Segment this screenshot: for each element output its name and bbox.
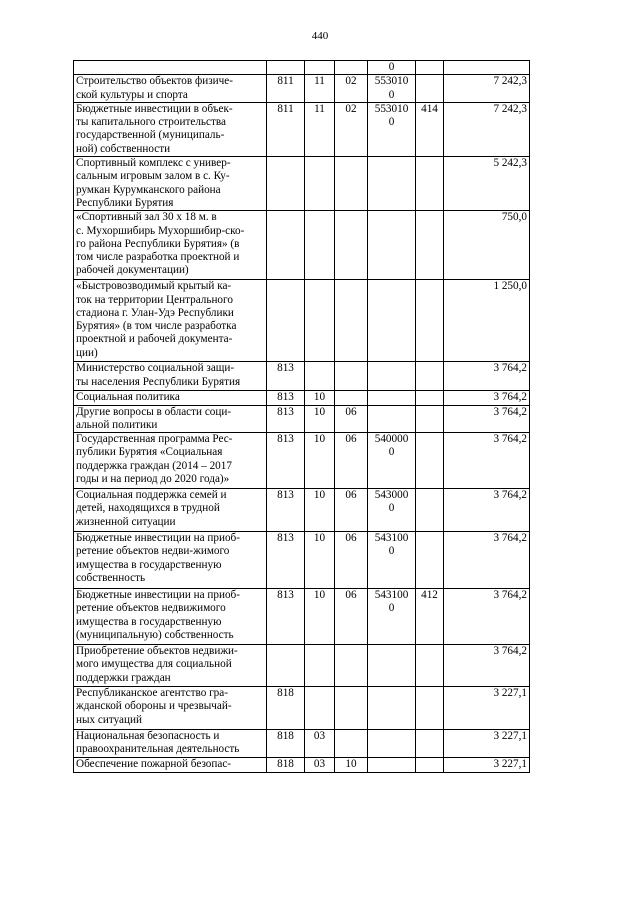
row-target-article-code-cell xyxy=(368,75,416,103)
row-amount-cell xyxy=(444,489,530,532)
row-amount-cell xyxy=(444,157,530,211)
row-subsection-code: 06 xyxy=(345,589,357,602)
row-ministry-code-cell xyxy=(267,645,305,687)
row-expense-type-code-cell xyxy=(416,433,444,489)
row-ministry-code: 813 xyxy=(277,532,294,545)
row-subsection-code-cell xyxy=(335,280,368,362)
row-amount: 3 764,2 xyxy=(493,645,527,658)
row-subsection-code-cell xyxy=(335,61,368,75)
row-ministry-code: 811 xyxy=(277,75,294,88)
row-subsection-code-cell xyxy=(335,102,368,156)
table-row xyxy=(74,532,530,589)
row-amount-cell xyxy=(444,532,530,589)
row-name: Национальная безопасность и правоохранительная деятельность xyxy=(76,730,240,756)
budget-table xyxy=(73,60,530,773)
row-target-article-code-cell xyxy=(368,589,416,645)
table-row xyxy=(74,589,530,645)
row-ministry-code-cell xyxy=(267,758,305,773)
row-section-code-cell xyxy=(305,362,335,391)
table-row xyxy=(74,362,530,391)
row-ministry-code-cell xyxy=(267,102,305,156)
table-row xyxy=(74,433,530,489)
row-ministry-code-cell xyxy=(267,730,305,758)
row-expense-type-code-cell xyxy=(416,102,444,156)
row-name-cell xyxy=(74,391,267,405)
row-target-article-code-cell xyxy=(368,102,416,156)
row-ministry-code-cell xyxy=(267,489,305,532)
row-ministry-code: 811 xyxy=(277,102,294,115)
row-target-article-code-cell xyxy=(368,211,416,280)
row-name: Республиканское агентство гра- жданской обороны и чрезвычай- ных ситуаций xyxy=(76,687,232,726)
row-amount: 7 242,3 xyxy=(493,75,527,88)
row-section-code-cell xyxy=(305,589,335,645)
row-target-article-code: 543100 0 xyxy=(374,532,409,558)
row-expense-type-code-cell xyxy=(416,280,444,362)
row-name: Обеспечение пожарной безопас- xyxy=(76,758,232,771)
row-subsection-code-cell xyxy=(335,391,368,405)
row-section-code-cell xyxy=(305,687,335,730)
row-name: Государственная программа Рес- публики Бурятия «Социальная поддержка граждан (2014 – 2017 годы и на период до 2020 года)» xyxy=(76,433,233,486)
row-subsection-code-cell xyxy=(335,433,368,489)
row-ministry-code: 818 xyxy=(277,687,294,700)
row-name: Министерство социальной защи- ты населения Республики Бурятия xyxy=(76,362,241,388)
row-name: Бюджетные инвестиции в объек- ты капитального строительства государственной (муниципаль- ной) собственности xyxy=(76,102,233,155)
row-name-cell xyxy=(74,362,267,391)
row-ministry-code-cell xyxy=(267,75,305,103)
row-section-code: 10 xyxy=(313,433,326,446)
row-subsection-code-cell xyxy=(335,589,368,645)
row-name-cell xyxy=(74,211,267,280)
row-target-article-code-cell xyxy=(368,157,416,211)
row-name: «Спортивный зал 30 х 18 м. в с. Мухоршибирь Мухоршибир-ско- го района Республики Бурятия» (в том числе разработка проектной и рабочей документации) xyxy=(76,211,245,277)
row-ministry-code-cell xyxy=(267,433,305,489)
row-ministry-code: 813 xyxy=(277,433,294,446)
row-subsection-code: 06 xyxy=(345,532,357,545)
row-target-article-code-cell xyxy=(368,758,416,773)
row-amount: 3 227,1 xyxy=(493,758,527,771)
row-ministry-code-cell xyxy=(267,532,305,589)
row-amount: 5 242,3 xyxy=(493,157,527,170)
row-target-article-code-cell xyxy=(368,433,416,489)
row-expense-type-code-cell xyxy=(416,758,444,773)
row-target-article-code: 543100 0 xyxy=(374,589,409,615)
table-row xyxy=(74,211,530,280)
row-amount: 3 764,2 xyxy=(493,362,527,375)
row-target-article-code-cell xyxy=(368,645,416,687)
row-expense-type-code-cell xyxy=(416,489,444,532)
table-row xyxy=(74,157,530,211)
row-section-code: 11 xyxy=(314,75,325,88)
row-amount: 3 764,2 xyxy=(493,433,527,446)
row-name: «Быстровозводимый крытый ка- ток на территории Центрального стадиона г. Улан-Удэ Республики Бурятия» (в том числе разработка проектной и рабочей документа- ции) xyxy=(76,280,237,359)
row-ministry-code-cell xyxy=(267,61,305,75)
row-name-cell xyxy=(74,589,267,645)
row-name-cell xyxy=(74,532,267,589)
row-name-cell xyxy=(74,433,267,489)
row-amount-cell xyxy=(444,645,530,687)
row-amount-cell xyxy=(444,362,530,391)
row-subsection-code: 02 xyxy=(345,102,357,115)
row-target-article-code-cell xyxy=(368,362,416,391)
row-ministry-code-cell xyxy=(267,280,305,362)
row-section-code: 03 xyxy=(313,730,326,743)
row-target-article-code: 543000 0 xyxy=(374,489,409,515)
table-row xyxy=(74,61,530,75)
row-expense-type-code-cell xyxy=(416,391,444,405)
row-target-article-code-cell xyxy=(368,391,416,405)
row-section-code-cell xyxy=(305,758,335,773)
table-row xyxy=(74,730,530,758)
row-section-code-cell xyxy=(305,433,335,489)
row-section-code: 10 xyxy=(313,489,326,502)
row-section-code-cell xyxy=(305,157,335,211)
row-name-cell xyxy=(74,75,267,103)
row-amount: 3 227,1 xyxy=(493,730,527,743)
row-subsection-code-cell xyxy=(335,75,368,103)
row-target-article-code-cell xyxy=(368,532,416,589)
row-amount-cell xyxy=(444,75,530,103)
page-number: 440 xyxy=(311,30,329,42)
row-amount: 1 250,0 xyxy=(493,280,527,293)
row-name-cell xyxy=(74,645,267,687)
row-section-code-cell xyxy=(305,75,335,103)
row-subsection-code: 06 xyxy=(345,489,357,502)
row-ministry-code-cell xyxy=(267,405,305,433)
row-subsection-code-cell xyxy=(335,532,368,589)
row-target-article-code: 0 xyxy=(388,61,395,73)
row-section-code-cell xyxy=(305,645,335,687)
row-ministry-code: 813 xyxy=(277,391,294,404)
row-expense-type-code: 412 xyxy=(421,589,438,602)
row-expense-type-code-cell xyxy=(416,157,444,211)
row-expense-type-code: 414 xyxy=(421,102,438,115)
row-amount-cell xyxy=(444,211,530,280)
row-ministry-code-cell xyxy=(267,362,305,391)
row-ministry-code-cell xyxy=(267,589,305,645)
row-subsection-code-cell xyxy=(335,211,368,280)
row-expense-type-code-cell xyxy=(416,687,444,730)
row-expense-type-code-cell xyxy=(416,61,444,75)
row-section-code: 10 xyxy=(313,391,326,404)
row-amount-cell xyxy=(444,61,530,75)
row-expense-type-code-cell xyxy=(416,405,444,433)
row-expense-type-code-cell xyxy=(416,730,444,758)
row-ministry-code: 818 xyxy=(277,730,294,743)
row-amount: 3 764,2 xyxy=(493,391,527,404)
row-section-code-cell xyxy=(305,211,335,280)
row-amount: 3 764,2 xyxy=(493,532,527,545)
row-section-code-cell xyxy=(305,280,335,362)
row-target-article-code-cell xyxy=(368,280,416,362)
row-name-cell xyxy=(74,730,267,758)
row-amount: 3 227,1 xyxy=(493,687,527,700)
row-expense-type-code-cell xyxy=(416,211,444,280)
row-amount-cell xyxy=(444,405,530,433)
row-ministry-code-cell xyxy=(267,211,305,280)
row-section-code-cell xyxy=(305,391,335,405)
row-subsection-code-cell xyxy=(335,758,368,773)
row-name: Бюджетные инвестиции на приоб- ретение объектов недвижимого имущества в государственную (муниципальную) собственность xyxy=(76,589,240,642)
row-amount-cell xyxy=(444,589,530,645)
row-section-code-cell xyxy=(305,405,335,433)
row-name: Социальная политика xyxy=(76,391,180,404)
row-target-article-code: 540000 0 xyxy=(374,433,409,459)
row-name-cell xyxy=(74,102,267,156)
row-amount: 7 242,3 xyxy=(493,102,527,115)
row-section-code: 10 xyxy=(313,405,326,418)
row-subsection-code: 06 xyxy=(345,405,357,418)
row-ministry-code: 818 xyxy=(277,758,294,771)
row-expense-type-code-cell xyxy=(416,532,444,589)
row-subsection-code-cell xyxy=(335,730,368,758)
row-amount: 750,0 xyxy=(501,211,527,224)
row-ministry-code-cell xyxy=(267,391,305,405)
row-name: Другие вопросы в области соци- альной политики xyxy=(76,405,232,431)
row-section-code-cell xyxy=(305,489,335,532)
table-row xyxy=(74,405,530,433)
row-amount: 3 764,2 xyxy=(493,405,527,418)
row-expense-type-code-cell xyxy=(416,362,444,391)
row-subsection-code: 02 xyxy=(345,75,357,88)
row-amount: 3 764,2 xyxy=(493,589,527,602)
row-amount-cell xyxy=(444,758,530,773)
row-target-article-code-cell xyxy=(368,730,416,758)
row-name-cell xyxy=(74,758,267,773)
row-expense-type-code-cell xyxy=(416,589,444,645)
row-name-cell xyxy=(74,687,267,730)
row-ministry-code: 813 xyxy=(277,405,294,418)
row-subsection-code-cell xyxy=(335,687,368,730)
row-name-cell xyxy=(74,157,267,211)
row-section-code-cell xyxy=(305,102,335,156)
row-section-code-cell xyxy=(305,532,335,589)
row-target-article-code-cell xyxy=(368,687,416,730)
row-section-code: 11 xyxy=(314,102,325,115)
row-ministry-code: 813 xyxy=(277,489,294,502)
row-ministry-code: 813 xyxy=(277,362,294,375)
row-ministry-code: 813 xyxy=(277,589,294,602)
row-subsection-code-cell xyxy=(335,405,368,433)
row-name-cell xyxy=(74,280,267,362)
row-amount-cell xyxy=(444,687,530,730)
row-name: Спортивный комплекс с универ- сальным игровым залом в с. Ку- румкан Курумканского района Республики Бурятия xyxy=(76,157,231,209)
table-body xyxy=(74,61,530,773)
row-target-article-code-cell xyxy=(368,61,416,75)
row-target-article-code-cell xyxy=(368,405,416,433)
table-row xyxy=(74,75,530,103)
row-amount-cell xyxy=(444,433,530,489)
row-subsection-code: 06 xyxy=(345,433,357,446)
row-subsection-code-cell xyxy=(335,157,368,211)
table-row xyxy=(74,645,530,687)
row-amount-cell xyxy=(444,280,530,362)
row-section-code: 03 xyxy=(313,758,326,771)
row-amount-cell xyxy=(444,391,530,405)
row-expense-type-code-cell xyxy=(416,645,444,687)
row-subsection-code-cell xyxy=(335,362,368,391)
row-amount-cell xyxy=(444,102,530,156)
table-row xyxy=(74,489,530,532)
row-section-code: 10 xyxy=(313,589,326,602)
row-name: Бюджетные инвестиции на приоб- ретение объектов недви-жимого имущества в государственную собственность xyxy=(76,532,240,585)
row-name-cell xyxy=(74,61,267,75)
row-name: Строительство объектов физиче- ской культуры и спорта xyxy=(76,75,233,101)
row-target-article-code-cell xyxy=(368,489,416,532)
table-row xyxy=(74,391,530,405)
row-target-article-code: 553010 0 xyxy=(374,102,409,129)
row-subsection-code-cell xyxy=(335,489,368,532)
row-amount-cell xyxy=(444,730,530,758)
row-name: Приобретение объектов недвижи- мого имущества для социальной поддержки граждан xyxy=(76,645,238,684)
row-name-cell xyxy=(74,405,267,433)
row-section-code: 10 xyxy=(313,532,326,545)
table-row xyxy=(74,687,530,730)
row-subsection-code: 10 xyxy=(345,758,357,771)
table-row xyxy=(74,102,530,156)
row-name-cell xyxy=(74,489,267,532)
row-section-code-cell xyxy=(305,730,335,758)
row-expense-type-code-cell xyxy=(416,75,444,103)
row-ministry-code-cell xyxy=(267,687,305,730)
row-ministry-code-cell xyxy=(267,157,305,211)
row-section-code-cell xyxy=(305,61,335,75)
table-row xyxy=(74,758,530,773)
row-amount: 3 764,2 xyxy=(493,489,527,502)
table-row xyxy=(74,280,530,362)
row-target-article-code: 553010 0 xyxy=(374,75,409,101)
row-name: Социальная поддержка семей и детей, находящихся в трудной жизненной ситуации xyxy=(76,489,227,528)
row-subsection-code-cell xyxy=(335,645,368,687)
